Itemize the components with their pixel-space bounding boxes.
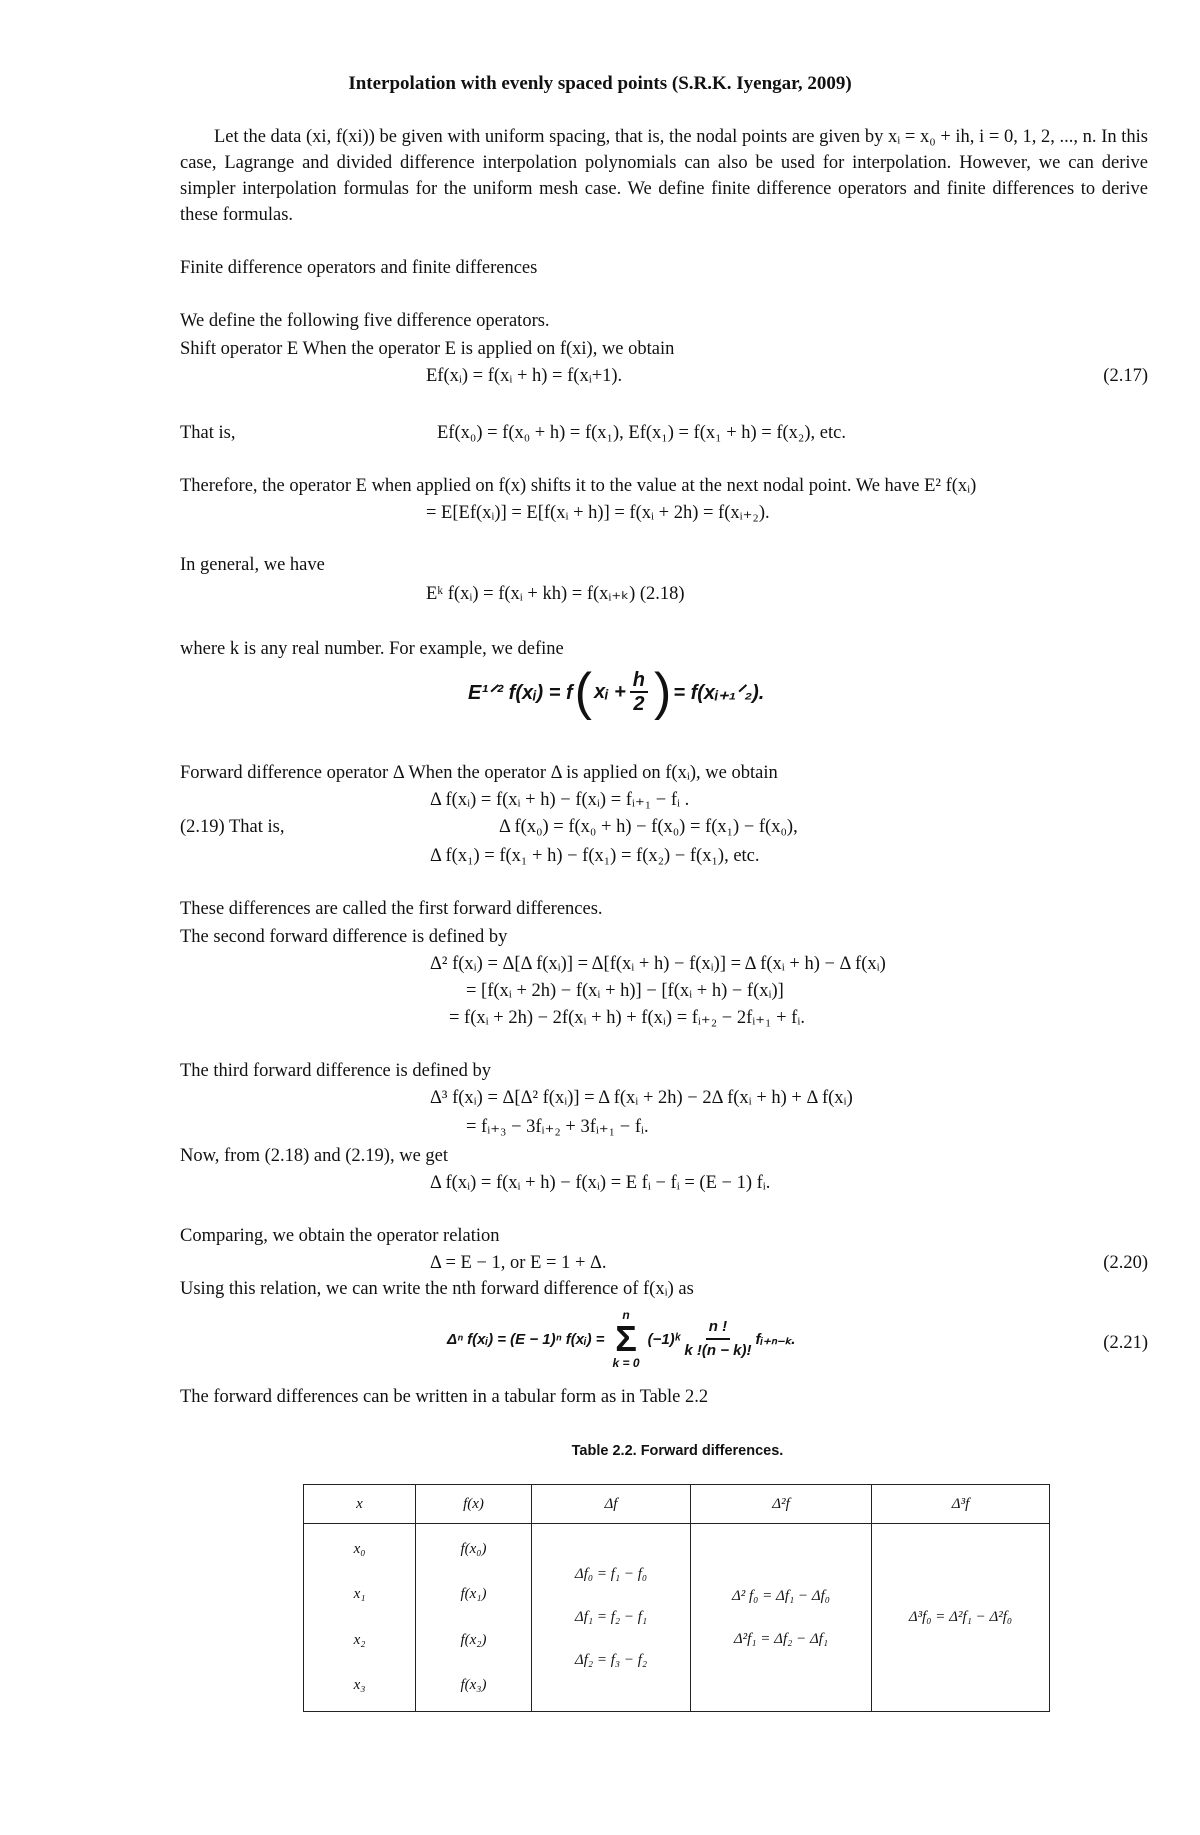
equation: = E[Ef(xᵢ)] = E[f(xᵢ + h)] = f(xᵢ + 2h) = f(xᵢ₊₂). <box>426 503 770 523</box>
column-header: x <box>304 1485 416 1524</box>
table-cell: x₀ <box>353 1540 366 1557</box>
text-line: The third forward difference is defined by <box>180 1061 491 1081</box>
equation-number: (2.17) <box>1103 366 1148 386</box>
sign-term: (−1)ᵏ <box>647 1330 681 1348</box>
half-shift-formula <box>468 663 765 721</box>
formula-rhs: fᵢ₊ₙ₋ₖ. <box>755 1331 796 1348</box>
numerator: h <box>630 669 648 693</box>
paren-open: ( <box>574 663 592 721</box>
column-header: Δ²f <box>691 1485 872 1524</box>
fraction <box>684 1316 751 1362</box>
document-title: Interpolation with evenly spaced points (S.R.K. Iyengar, 2009) <box>348 73 852 94</box>
table-cell: f(x₃) <box>460 1677 487 1694</box>
equation-number: (2.20) <box>1103 1253 1148 1273</box>
table-cell: Δf₀ = f₁ − f₀ <box>574 1566 648 1582</box>
table-header-row <box>304 1485 1050 1524</box>
formula-lhs: E¹ᐟ² f(xᵢ) = f <box>468 681 573 704</box>
equation: Δ² f(xᵢ) = Δ[Δ f(xᵢ)] = Δ[f(xᵢ + h) − f(xᵢ)] = Δ f(xᵢ + h) − Δ f(xᵢ) <box>430 954 886 974</box>
equation: Δ f(x₁) = f(x₁ + h) − f(x₁) = f(x₂) − f(x₁), etc. <box>430 846 760 866</box>
table-row <box>304 1524 1050 1712</box>
summation <box>613 1308 640 1370</box>
denominator: 2 <box>633 693 645 715</box>
text-line: That is, <box>180 423 236 443</box>
table-cell: x₃ <box>353 1677 366 1694</box>
equation: Δ f(x₀) = f(x₀ + h) − f(x₀) = f(x₁) − f(x₀), <box>499 817 798 837</box>
equation: Δ = E − 1, or E = 1 + Δ. <box>430 1253 607 1273</box>
text-line: where k is any real number. For example, we define <box>180 639 564 659</box>
column-header: f(x) <box>416 1485 532 1524</box>
equation: = f(xᵢ + 2h) − 2f(xᵢ + h) + f(xᵢ) = fᵢ₊₂ − 2fᵢ₊₁ + fᵢ. <box>449 1008 805 1028</box>
intro-paragraph: Let the data (xi, f(xi)) be given with uniform spacing, that is, the nodal points are given by xᵢ = x₀ + ih, i = 0, 1, 2, ..., n. In this case, Lagrange and divided difference interpolation polynomials can also be used for interpolation. However, we can derive simpler interpolation formulas for the uniform mesh case. We define finite difference operators and finite differences to derive these formulas. <box>180 127 1148 225</box>
text-line: Shift operator E When the operator E is applied on f(xi), we obtain <box>180 339 675 359</box>
equation: Δ f(xᵢ) = f(xᵢ + h) − f(xᵢ) = fᵢ₊₁ − fᵢ . <box>430 790 690 810</box>
text-line: Now, from (2.18) and (2.19), we get <box>180 1146 449 1166</box>
formula-lhs: Δⁿ f(xᵢ) = (E − 1)ⁿ f(xᵢ) = <box>447 1330 605 1348</box>
equation: Eᵏ f(xᵢ) = f(xᵢ + kh) = f(xᵢ₊ₖ) (2.18) <box>426 584 685 604</box>
forward-difference-table <box>303 1484 1050 1712</box>
column-header: Δ³f <box>872 1485 1050 1524</box>
table-cell: Δ³f₀ = Δ²f₁ − Δ²f₀ <box>908 1609 1013 1625</box>
table-cell: Δf₂ = f₃ − f₂ <box>574 1652 648 1668</box>
x-column <box>304 1524 416 1712</box>
text-line: We define the following five difference operators. <box>180 311 550 331</box>
table-cell: f(x₂) <box>460 1631 487 1648</box>
equation-number: (2.21) <box>1103 1333 1148 1353</box>
equation: Ef(x₀) = f(x₀ + h) = f(x₁), Ef(x₁) = f(x₁ + h) = f(x₂), etc. <box>437 423 846 443</box>
text-line: Using this relation, we can write the nth forward difference of f(xᵢ) as <box>180 1279 694 1299</box>
text-line: Therefore, the operator E when applied on f(x) shifts it to the value at the next nodal point. We have E² f(xᵢ) <box>180 476 977 496</box>
equation: Ef(xᵢ) = f(xᵢ + h) = f(xᵢ+1). <box>426 366 623 386</box>
formula-rhs: = f(xᵢ₊₁ᐟ₂). <box>673 681 765 704</box>
text-line: In general, we have <box>180 555 325 575</box>
table-cell: Δf₁ = f₂ − f₁ <box>574 1609 648 1625</box>
table-cell: x₂ <box>353 1631 366 1648</box>
text-line: The second forward difference is defined by <box>180 927 508 947</box>
table-cell: x₁ <box>353 1586 366 1603</box>
numerator: n ! <box>706 1316 730 1340</box>
sigma-icon: Σ <box>615 1318 637 1359</box>
equation-label: (2.19) That is, <box>180 817 285 837</box>
text-line: Forward difference operator Δ When the operator Δ is applied on f(xᵢ), we obtain <box>180 763 778 783</box>
text-line: Comparing, we obtain the operator relation <box>180 1226 500 1246</box>
table-cell: Δ² f₀ = Δf₁ − Δf₀ <box>731 1587 831 1604</box>
nth-difference-formula <box>447 1308 795 1370</box>
paren-close: ) <box>654 663 672 721</box>
fraction <box>630 669 648 715</box>
text-line: The forward differences can be written in a tabular form as in Table 2.2 <box>180 1387 709 1407</box>
formula-inner: xᵢ + <box>594 680 626 703</box>
table-cell: f(x₀) <box>460 1540 487 1557</box>
equation: Δ³ f(xᵢ) = Δ[Δ² f(xᵢ)] = Δ f(xᵢ + 2h) − 2Δ f(xᵢ + h) + Δ f(xᵢ) <box>430 1088 853 1108</box>
third-difference-column <box>872 1524 1050 1712</box>
table-caption: Table 2.2. Forward differences. <box>571 1443 784 1459</box>
sum-upper: n <box>622 1308 630 1322</box>
equation: = fᵢ₊₃ − 3fᵢ₊₂ + 3fᵢ₊₁ − fᵢ. <box>466 1117 649 1137</box>
second-difference-column <box>691 1524 872 1712</box>
denominator: k !(n − k)! <box>684 1342 752 1359</box>
text-line: These differences are called the first forward differences. <box>180 899 603 919</box>
first-difference-column <box>532 1524 691 1712</box>
table-cell: f(x₁) <box>460 1586 487 1603</box>
column-header: Δf <box>532 1485 691 1524</box>
fx-column <box>416 1524 532 1712</box>
sum-lower: k = 0 <box>612 1356 640 1370</box>
table-cell: Δ²f₁ = Δf₂ − Δf₁ <box>733 1630 829 1647</box>
equation: = [f(xᵢ + 2h) − f(xᵢ + h)] − [f(xᵢ + h) − f(xᵢ)] <box>466 981 784 1001</box>
equation: Δ f(xᵢ) = f(xᵢ + h) − f(xᵢ) = E fᵢ − fᵢ = (E − 1) fᵢ. <box>430 1173 771 1193</box>
section-heading: Finite difference operators and finite differences <box>180 258 538 278</box>
